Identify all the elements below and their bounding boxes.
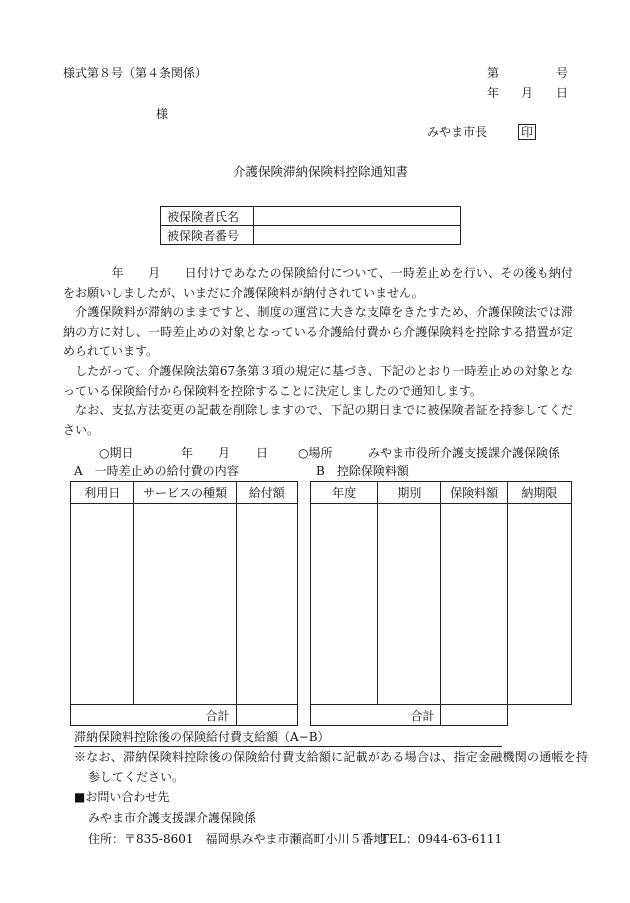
table-a-header-date: 利用日 bbox=[71, 482, 134, 504]
appointment-place-value: みやま市役所介護支援課介護保険係 bbox=[368, 446, 561, 460]
date-year: 年 bbox=[487, 86, 500, 100]
body-paragraph-2: 介護保険料が滞納のままですと、制度の運営に大きな支障をきたすため、介護保険法では滞納の方に対し、一時差止めの対象となっている介護給付費から介護保険料を控除する措置が定められています。 bbox=[63, 305, 573, 358]
table-a-total-label: 合計 bbox=[71, 705, 237, 726]
insured-name-row bbox=[161, 207, 461, 226]
appointment-year: 年 bbox=[181, 446, 194, 460]
table-b-total-empty bbox=[507, 705, 571, 726]
table-a bbox=[70, 481, 298, 726]
body-paragraph-4: なお、支払方法変更の記載を削除しますので、下記の期日までに被保険者証を持参してください。 bbox=[63, 403, 573, 437]
table-b-header-year: 年度 bbox=[311, 482, 378, 504]
table-a-body-row bbox=[71, 504, 298, 705]
form-number: 様式第８号（第４条関係） bbox=[63, 66, 208, 80]
insured-number-label: 被保険者番号 bbox=[161, 226, 254, 245]
table-a-total-row bbox=[71, 705, 298, 726]
contact-heading: ■お問い合わせ先 bbox=[74, 790, 170, 804]
appointment-day: 日 bbox=[256, 446, 269, 460]
table-a-cell-date[interactable] bbox=[71, 504, 134, 705]
date-day: 日 bbox=[556, 86, 569, 100]
table-a-cell-service[interactable] bbox=[134, 504, 236, 705]
table-b-cell-premium[interactable] bbox=[441, 504, 507, 705]
table-a-header-amount: 給付額 bbox=[236, 482, 298, 504]
appointment-place-label: ○場所 bbox=[298, 446, 333, 460]
body-paragraph-3: したがって、介護保険法第67条第３項の規定に基づき、下記のとおり一時差止めの対象となっている保険給付から保険料を控除することに決定しましたので通知します。 bbox=[63, 364, 573, 398]
table-b-cell-year[interactable] bbox=[311, 504, 378, 705]
body-paragraph-1: 年 月 日付けであなたの保険給付について、一時差止めを行い、その後も納付をお願いしましたが、いまだに介護保険料が納付されていません。 bbox=[63, 266, 573, 300]
doc-number-prefix: 第 bbox=[487, 66, 500, 80]
table-b-body-row bbox=[311, 504, 572, 705]
contact-address: 住所：〒835-8601 福岡県みやま市瀬高町小川５番地 bbox=[88, 832, 386, 846]
document-title: 介護保険滞納保険料控除通知書 bbox=[233, 164, 409, 179]
table-b-header-premium: 保険料額 bbox=[441, 482, 507, 504]
table-b-total-label: 合計 bbox=[311, 705, 441, 726]
insured-number-value[interactable] bbox=[254, 226, 461, 245]
sender: みやま市長 bbox=[427, 125, 488, 139]
doc-number-suffix: 号 bbox=[556, 66, 569, 80]
table-b-cell-due[interactable] bbox=[507, 504, 571, 705]
table-a-total-value[interactable] bbox=[236, 705, 298, 726]
table-a-cell-amount[interactable] bbox=[236, 504, 298, 705]
insured-name-label: 被保険者氏名 bbox=[161, 207, 254, 226]
table-b bbox=[310, 481, 572, 726]
table-a-caption: A 一時差止めの給付費の内容 bbox=[74, 464, 239, 478]
seal-mark: 印 bbox=[518, 124, 536, 140]
contact-tel: TEL：0944-63-6111 bbox=[381, 832, 503, 846]
addressee-suffix: 様 bbox=[156, 107, 169, 121]
payment-after-label: 滞納保険料控除後の保険給付費支給額（A−B） bbox=[74, 730, 330, 744]
table-b-caption: B 控除保険料額 bbox=[316, 464, 409, 478]
insured-number-row bbox=[161, 226, 461, 245]
table-b-total-row bbox=[311, 705, 572, 726]
table-b-total-value[interactable] bbox=[441, 705, 507, 726]
insured-info-table bbox=[160, 206, 461, 245]
table-b-header-period: 期別 bbox=[378, 482, 441, 504]
insured-name-value[interactable] bbox=[254, 207, 461, 226]
appointment-month: 月 bbox=[218, 446, 231, 460]
table-b-header-due: 納期限 bbox=[507, 482, 571, 504]
table-b-header-row bbox=[311, 482, 572, 504]
contact-department: みやま市介護支援課介護保険係 bbox=[88, 811, 257, 825]
table-a-header-row bbox=[71, 482, 298, 504]
date-month: 月 bbox=[521, 86, 534, 100]
table-b-cell-period[interactable] bbox=[378, 504, 441, 705]
bank-book-note: ※なお、滞納保険料控除後の保険給付費支給額に記載がある場合は、指定金融機関の通帳を持参してください。 bbox=[74, 750, 588, 784]
table-a-header-service: サービスの種類 bbox=[134, 482, 236, 504]
appointment-date-label: ○期日 bbox=[99, 446, 134, 460]
